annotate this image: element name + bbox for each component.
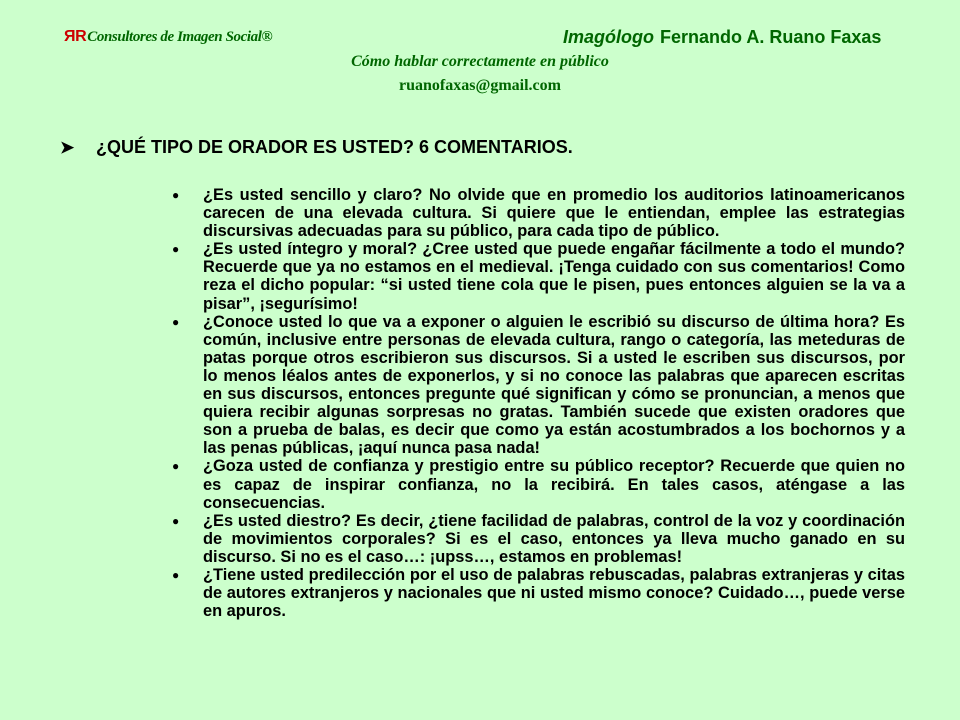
list-item-text: ¿Tiene usted predilección por el uso de palabras rebuscadas, palabras extranjeras y citas de autores extranjeros y nacionales que ni usted mismo conoce? Cuidado…, puede verse en apuros. (203, 565, 905, 621)
arrow-bullet-icon: ➤ (60, 137, 75, 157)
bullet-icon: ● (172, 188, 180, 202)
bullet-icon: ● (172, 314, 180, 329)
list-item (170, 566, 905, 620)
bullet-icon: ● (172, 459, 180, 474)
document-subtitle: Cómo hablar correctamente en público (351, 53, 609, 70)
bullet-icon: ● (172, 567, 180, 582)
list-item (170, 512, 905, 566)
list-item-text: ¿Es usted diestro? Es decir, ¿tiene facilidad de palabras, control de la voz y coordinación de movimientos corporales? Si es el caso, entonces ya lleva mucho ganado en su discurso. Si no es el caso…: ¡upss…, estamos en problemas! (203, 511, 905, 566)
list-item-text: ¿Conoce usted lo que va a exponer o alguien le escribió su discurso de última hora? Es común, inclusive entre personas de elevada cultura, rango o categoría, las meteduras de patas porque otros escribieron sus discursos. Si a usted le escriben sus discursos, por lo menos léalos antes de exponerlos, y si no conoce las palabras que aparecen escritas en sus discursos, entonces pregunte qué significan y cómo se pronuncian, a menos que quiera recibir algunas sorpresas no gratas. También sucede que existen oradores que son a prueba de balas, es decir que como ya están acostumbrados a los bochornos y a las penas públicas, ¡aquí nunca pasa nada! (203, 312, 905, 458)
author-role: Imagólogo (563, 27, 654, 47)
section-heading (60, 137, 573, 158)
list-item-text: ¿Goza usted de confianza y prestigio entre su público receptor? Recuerde que quien no es capaz de inspirar confianza, no la recibirá. En tales casos, aténgase a las consecuencias. (203, 457, 905, 512)
company-header (64, 28, 272, 46)
author-header (563, 27, 881, 48)
list-item (170, 240, 905, 312)
comment-list (170, 186, 905, 620)
list-item-text: ¿Es usted íntegro y moral? ¿Cree usted que puede engañar fácilmente a todo el mundo? Recuerde que ya no estamos en el medieval. ¡Tenga cuidado con sus comentarios! Como reza el dicho popular: “si usted tiene cola que le pisen, pues entonces alguien se la va a pisar”, ¡segurísimo! (203, 240, 905, 313)
list-item (170, 457, 905, 511)
section-title: ¿QUÉ TIPO DE ORADOR ES USTED? 6 COMENTARIOS. (96, 137, 573, 157)
bullet-icon: ● (172, 242, 180, 257)
list-item-text: ¿Es usted sencillo y claro? No olvide que en promedio los auditorios latinoamericanos carecen de una elevada cultura. Si quiere que le entiendan, emplee las estrategias discursivas adecuadas para su público, para cada tipo de público. (203, 186, 905, 241)
list-item (170, 186, 905, 240)
company-logo-mark: ЯR (64, 28, 87, 45)
list-item (170, 313, 905, 458)
company-name: Consultores de Imagen Social® (87, 29, 273, 45)
author-email: ruanofaxas@gmail.com (399, 77, 561, 94)
author-name: Fernando A. Ruano Faxas (660, 27, 882, 47)
bullet-icon: ● (172, 513, 180, 528)
